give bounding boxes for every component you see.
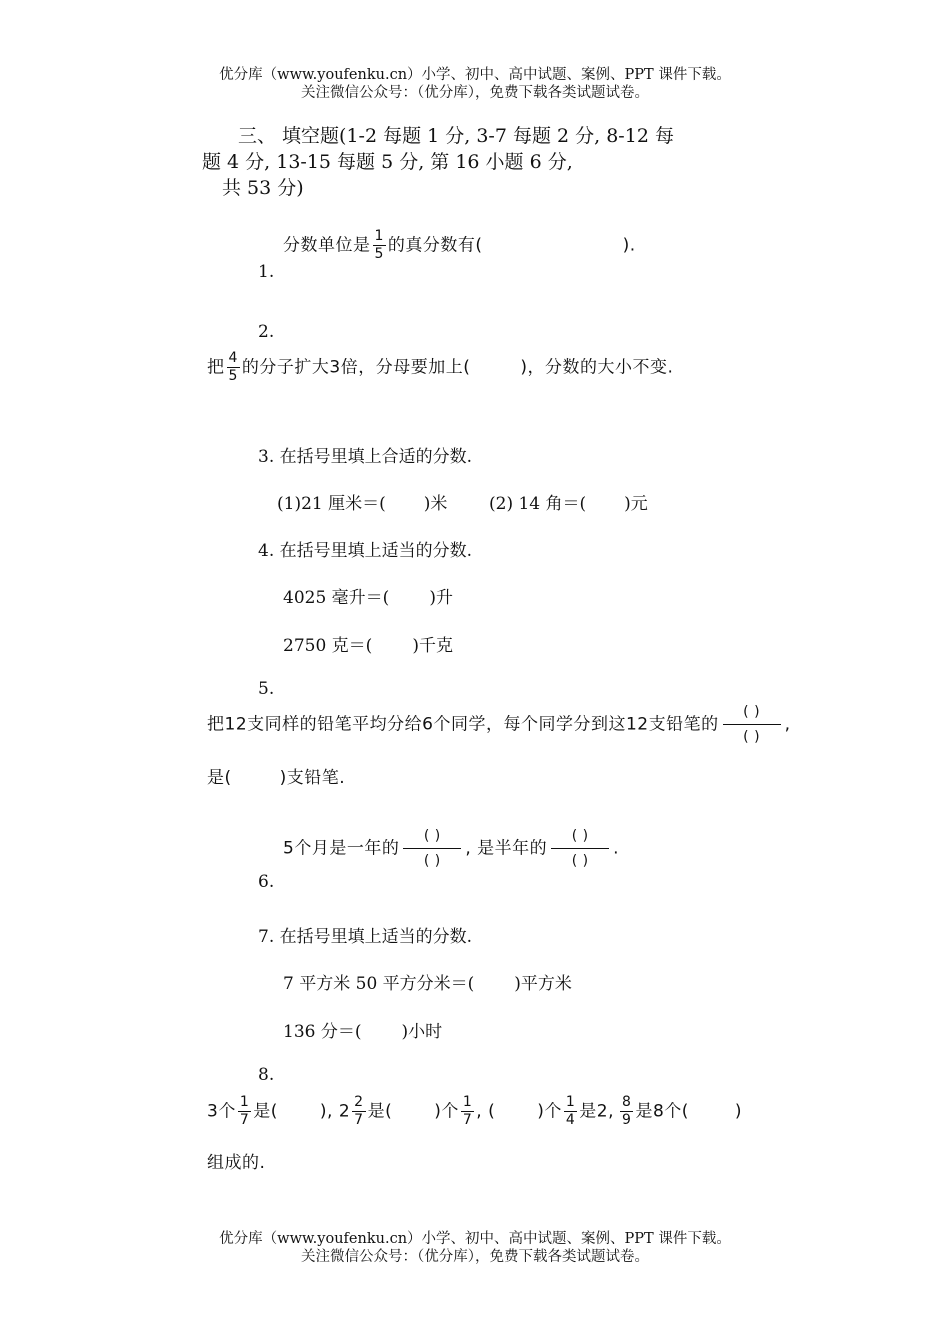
q8-t7: )个 — [537, 1101, 562, 1122]
page-footer-line1: 优分库（www.youfenku.cn）小学、初中、高中试题、案例、PPT 课件下载。 — [219, 1231, 731, 1247]
q8-fraction-5 — [620, 1094, 633, 1129]
fraction-bar — [403, 848, 461, 849]
q8-t9: 是8个( — [635, 1101, 689, 1122]
q5-text-c: 是( — [207, 768, 232, 788]
section-title-line2: 题 4 分, 13-15 每题 5 分, 第 16 小题 6 分, — [202, 151, 573, 173]
q8-fraction-1 — [238, 1094, 251, 1129]
q8-fraction-2 — [352, 1094, 365, 1129]
question-5-text-line1 — [207, 704, 791, 745]
q8-t5: )个 — [434, 1101, 459, 1122]
q3-p1-text-a: (1)21 厘米＝( — [277, 494, 386, 514]
q8-t4: 是( — [367, 1101, 393, 1122]
q5-blank-fraction[interactable] — [723, 704, 781, 745]
q6-blank2-numerator: ( ) — [571, 828, 589, 844]
question-8-text-line1 — [207, 1094, 742, 1129]
q2-fraction-denominator: 5 — [228, 368, 238, 384]
q3-p2-text-b: )元 — [624, 494, 648, 514]
section-title-line3: 共 53 分) — [222, 177, 304, 199]
question-2-number: 2. — [258, 322, 275, 342]
q8-f2-denominator: 7 — [354, 1112, 364, 1128]
question-7-title: 7. 在括号里填上适当的分数. — [258, 927, 473, 947]
fraction-bar — [723, 724, 781, 725]
q8-fraction-4 — [564, 1094, 577, 1129]
q4-l1-text-a: 4025 毫升＝( — [283, 588, 390, 608]
question-6-text — [283, 828, 619, 869]
q7-l1-text-b: )平方米 — [514, 974, 572, 994]
q6-blank2-denominator: ( ) — [571, 853, 589, 869]
q8-f3-numerator: 1 — [462, 1094, 473, 1110]
q2-text-b: 的分子扩大3倍，分母要加上( — [241, 357, 471, 378]
q8-f4-denominator: 4 — [565, 1112, 576, 1128]
q8-f1-numerator: 1 — [239, 1094, 250, 1110]
q5-text-a: 把12支同样的铅笔平均分给6个同学，每个同学分到这12支铅笔的 — [207, 714, 719, 735]
q8-t1: 3个 — [207, 1101, 236, 1122]
q8-fraction-3 — [461, 1094, 474, 1129]
q8-f4-numerator: 1 — [565, 1094, 576, 1110]
q6-blank1-numerator: ( ) — [423, 828, 441, 844]
q2-fraction-numerator: 4 — [228, 350, 238, 366]
q1-fraction-numerator: 1 — [374, 228, 384, 244]
q3-p1-text-b: )米 — [423, 494, 448, 514]
q7-l1-text-a: 7 平方米 50 平方分米＝( — [283, 974, 475, 994]
q6-text-b: , 是半年的 — [465, 838, 548, 859]
q8-t8: 是2, — [579, 1101, 615, 1122]
section-title-line1: 三、 填空题(1-2 每题 1 分, 3-7 每题 2 分, 8-12 每 — [238, 125, 674, 147]
q2-text-a: 把 — [207, 357, 225, 378]
q5-blank-denominator: ( ) — [743, 729, 761, 745]
question-7-line-2 — [283, 1017, 442, 1042]
q5-text-b: , — [784, 714, 791, 735]
question-5-text-line2 — [207, 763, 345, 788]
q7-l2-text-b: )小时 — [401, 1022, 443, 1042]
question-3-title: 3. 在括号里填上合适的分数. — [258, 447, 473, 467]
q4-l2-text-a: 2750 克＝( — [283, 636, 373, 656]
q1-text-b: 的真分数有( — [387, 235, 483, 256]
question-8-number: 8. — [258, 1065, 275, 1085]
q2-text-c: )，分数的大小不变. — [520, 357, 674, 378]
question-5-number: 5. — [258, 679, 275, 699]
q6-blank-fraction-1[interactable] — [403, 828, 461, 869]
question-6-number: 6. — [258, 872, 275, 892]
q5-text-d: )支铅笔. — [279, 768, 346, 788]
q2-fraction — [227, 350, 240, 385]
page-header-line2: 关注微信公众号：（优分库），免费下载各类试题试卷。 — [301, 85, 649, 101]
page-footer-line2: 关注微信公众号：（优分库），免费下载各类试题试卷。 — [301, 1249, 649, 1265]
q5-blank-numerator: ( ) — [743, 704, 761, 720]
page-header-line1: 优分库（www.youfenku.cn）小学、初中、高中试题、案例、PPT 课件下载。 — [219, 67, 731, 83]
q1-fraction — [373, 228, 386, 263]
q3-p2-text-a: (2) 14 角＝( — [489, 494, 587, 514]
fraction-bar — [551, 848, 609, 849]
q4-l2-text-b: )千克 — [412, 636, 453, 656]
q6-text-c: . — [613, 838, 620, 859]
question-4-title: 4. 在括号里填上适当的分数. — [258, 541, 473, 561]
q8-t10: ) — [734, 1101, 743, 1122]
q8-f3-denominator: 7 — [462, 1112, 473, 1128]
q8-t2: 是( — [253, 1101, 278, 1122]
q1-fraction-denominator: 5 — [374, 246, 384, 262]
q6-blank1-denominator: ( ) — [423, 853, 441, 869]
q7-l2-text-a: 136 分＝( — [283, 1022, 362, 1042]
question-1-number: 1. — [258, 262, 275, 282]
q1-text-c: ). — [622, 235, 636, 256]
question-2-text — [207, 350, 673, 385]
question-4-line-1 — [283, 583, 453, 608]
question-8-text-line2: 组成的. — [207, 1153, 266, 1173]
q6-blank-fraction-2[interactable] — [551, 828, 609, 869]
question-7-line-1 — [283, 969, 572, 994]
question-3-part-1 — [277, 489, 447, 514]
q8-f5-numerator: 8 — [622, 1094, 632, 1110]
q8-f5-denominator: 9 — [622, 1112, 632, 1128]
q8-f1-denominator: 7 — [239, 1112, 250, 1128]
q8-t3: ), 2 — [319, 1101, 351, 1122]
q6-text-a: 5个月是一年的 — [283, 838, 400, 859]
q8-t6: , ( — [476, 1101, 496, 1122]
q8-f2-numerator: 2 — [354, 1094, 364, 1110]
q1-text-a: 分数单位是 — [283, 235, 371, 256]
q4-l1-text-b: )升 — [429, 588, 453, 608]
question-4-line-2 — [283, 631, 453, 656]
question-3-part-2 — [489, 489, 648, 514]
question-1-text — [283, 228, 636, 263]
